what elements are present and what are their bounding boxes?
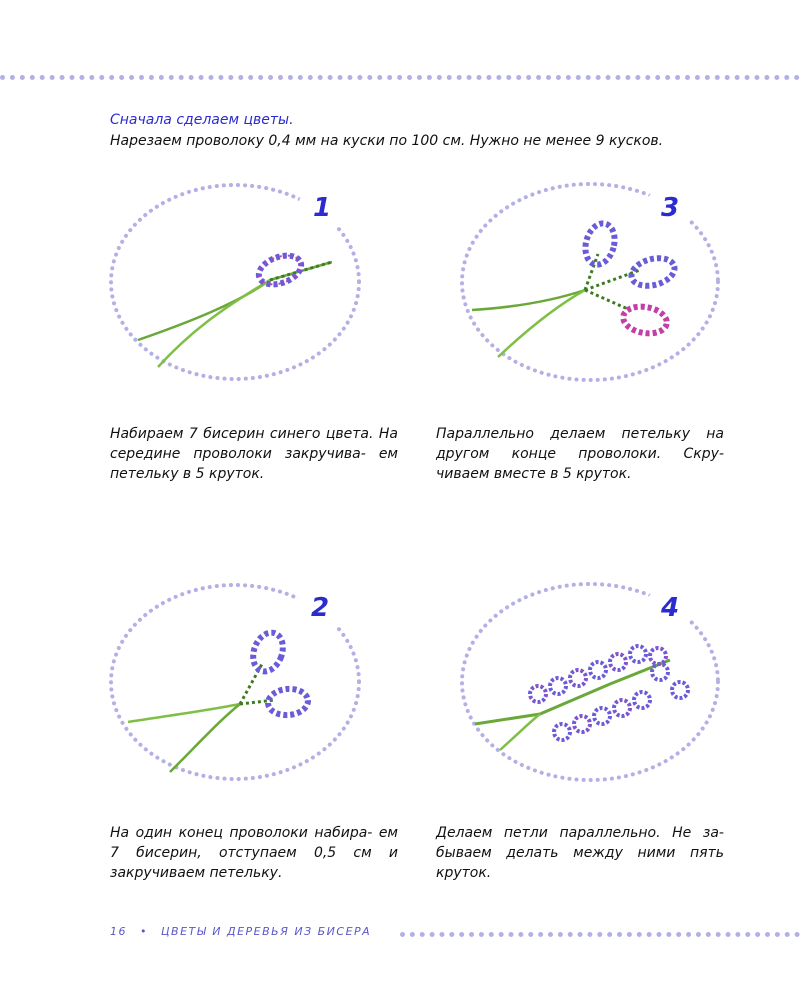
top-dotted-rule	[0, 75, 800, 80]
step-1-svg	[110, 182, 400, 412]
step-2-svg	[110, 582, 400, 812]
step-3-svg	[460, 182, 750, 412]
page-footer	[110, 925, 371, 938]
intro-sub: Нарезаем проволоку 0,4 мм на куски по 100 см. Нужно не менее 9 кусков.	[110, 133, 664, 149]
step-1-caption: Набираем 7 бисерин синего цвета. На середине проволоки закручива- ем петельку в 5 круток.	[110, 426, 398, 482]
step-4-caption: Делаем петли параллельно. Не за- бываем делать между ними пять круток.	[436, 825, 724, 881]
step-number-badge: 2	[296, 584, 344, 632]
step-1-illustration	[110, 182, 400, 412]
step-2-caption: На один конец проволоки набира- ем 7 бисерин, отступаем 0,5 см и закручиваем петельку.	[110, 825, 398, 881]
step-number-badge: 3	[646, 184, 694, 232]
intro-text	[110, 110, 663, 152]
step-number-badge: 4	[646, 584, 694, 632]
bottom-dotted-rule	[400, 932, 800, 937]
page-number: 16	[110, 925, 127, 938]
book-title: ЦВЕТЫ И ДЕРЕВЬЯ ИЗ БИСЕРА	[161, 925, 372, 938]
footer-separator: •	[140, 925, 148, 938]
step-3-caption: Параллельно делаем петельку на другом конце проволоки. Скру- чиваем вместе в 5 круток.	[436, 426, 724, 482]
step-4-svg	[460, 582, 750, 812]
step-2-illustration	[110, 582, 400, 812]
step-3-illustration	[460, 182, 750, 412]
step-number-badge: 1	[298, 184, 346, 232]
step-4-illustration	[460, 582, 750, 812]
intro-lead: Сначала сделаем цветы.	[110, 112, 294, 128]
